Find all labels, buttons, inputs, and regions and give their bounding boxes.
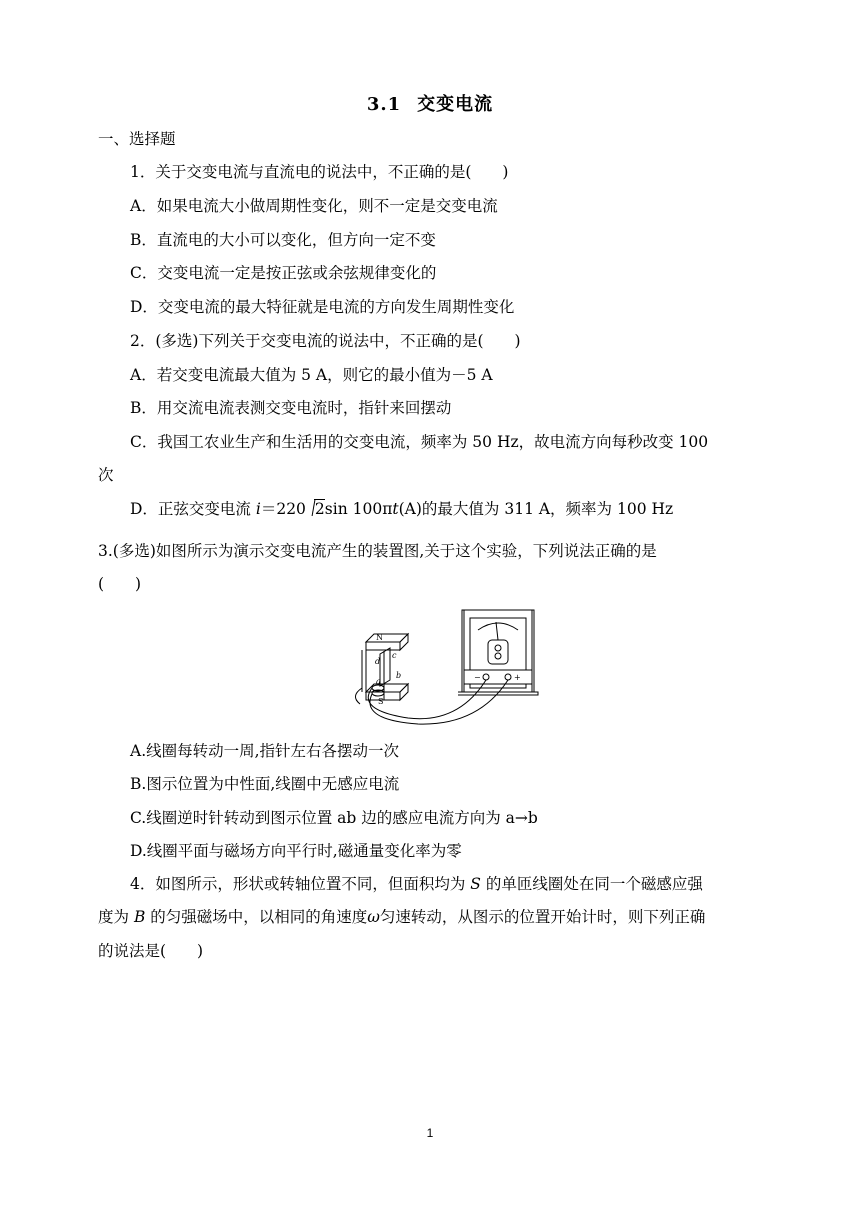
magnet-top-front: [366, 642, 400, 650]
q2-stem: 2．(多选)下列关于交变电流的说法中，不正确的是( ): [130, 332, 521, 350]
q4-stem-line3: 的说法是( ): [98, 942, 204, 960]
q2-d-var-t: t: [392, 500, 399, 518]
q2-option-c: C．我国工农业生产和生活用的交变电流，频率为 50 Hz，故电流方向每秒改变 100: [130, 433, 709, 451]
q2-d-eq: ＝220: [260, 500, 306, 518]
q4-var-s: S: [470, 875, 481, 893]
q3-stem: 3.(多选)如图所示为演示交变电流产生的装置图,关于这个实验，下列说法正确的是: [98, 542, 657, 560]
q1-option-d: D．交变电流的最大特征就是电流的方向发生周期性变化: [130, 298, 515, 316]
q4-l1-post: 的单匝线圈处在同一个磁感应强: [480, 875, 703, 893]
label-n: N: [376, 633, 383, 642]
q2-option-d: [130, 498, 780, 520]
sqrt-symbol: [306, 498, 325, 520]
q2-option-b: B．用交流电流表测交变电流时，指针来回摆动: [130, 399, 452, 417]
label-c: c: [392, 651, 397, 660]
q2-d-prefix: D．正弦交变电流: [130, 500, 256, 518]
q3-stem-continued: ( ): [98, 575, 142, 593]
q3-option-b: B.图示位置为中性面,线圈中无感应电流: [130, 775, 400, 793]
q4-l1-pre: 4．如图所示，形状或转轴位置不同，但面积均为: [130, 875, 471, 893]
q4-stem-line2: [98, 906, 778, 928]
label-b: b: [396, 671, 402, 680]
ac-generator-figure: [348, 600, 540, 730]
wire-lead: [355, 688, 362, 704]
q3-option-c: C.线圈逆时针转动到图示位置 ab 边的感应电流方向为 a→b: [130, 809, 538, 827]
q4-var-omega: ω: [367, 908, 380, 926]
label-s: S: [378, 697, 384, 706]
q2-d-sqrt-arg: 2: [314, 500, 325, 518]
label-a: a: [376, 677, 381, 686]
q2-d-suffix: (A)的最大值为 311 A，频率为 100 Hz: [398, 500, 674, 518]
title-text: 交变电流: [417, 94, 494, 115]
q3-option-d: D.线圈平面与磁场方向平行时,磁通量变化率为零: [130, 842, 462, 860]
section-heading: 一、选择题: [98, 130, 176, 148]
q4-var-b: B: [133, 908, 146, 926]
magnet-yoke: [362, 650, 366, 692]
q4-l2-mid: 的匀强磁场中，以相同的角速度: [145, 908, 368, 926]
label-minus: −: [474, 673, 481, 682]
q1-option-b: B．直流电的大小可以变化，但方向一定不变: [130, 231, 436, 249]
q2-option-c-continued: 次: [98, 466, 114, 484]
q2-d-sin: sin 100π: [324, 500, 393, 518]
page-title: [0, 90, 860, 116]
coil-loop: [380, 648, 390, 686]
q4-l2-pre: 度为: [98, 908, 134, 926]
title-number: 3.1: [366, 94, 402, 115]
q2-d-var-i: i: [255, 500, 261, 518]
q3-option-a: A.线圈每转动一周,指针左右各摆动一次: [130, 742, 400, 760]
page-number: 1: [426, 1126, 434, 1140]
q2-option-a: A．若交变电流最大值为 5 A，则它的最小值为－5 A: [130, 366, 493, 384]
label-d: d: [375, 657, 381, 666]
label-plus: +: [514, 673, 521, 682]
q1-option-a: A．如果电流大小做周期性变化，则不一定是交变电流: [130, 197, 498, 215]
q4-l2-post: 匀速转动，从图示的位置开始计时，则下列正确: [379, 908, 706, 926]
q1-stem: 1．关于交变电流与直流电的说法中，不正确的是( ): [130, 163, 509, 181]
q1-option-c: C．交变电流一定是按正弦或余弦规律变化的: [130, 264, 437, 282]
q4-stem-line1: [130, 873, 780, 895]
